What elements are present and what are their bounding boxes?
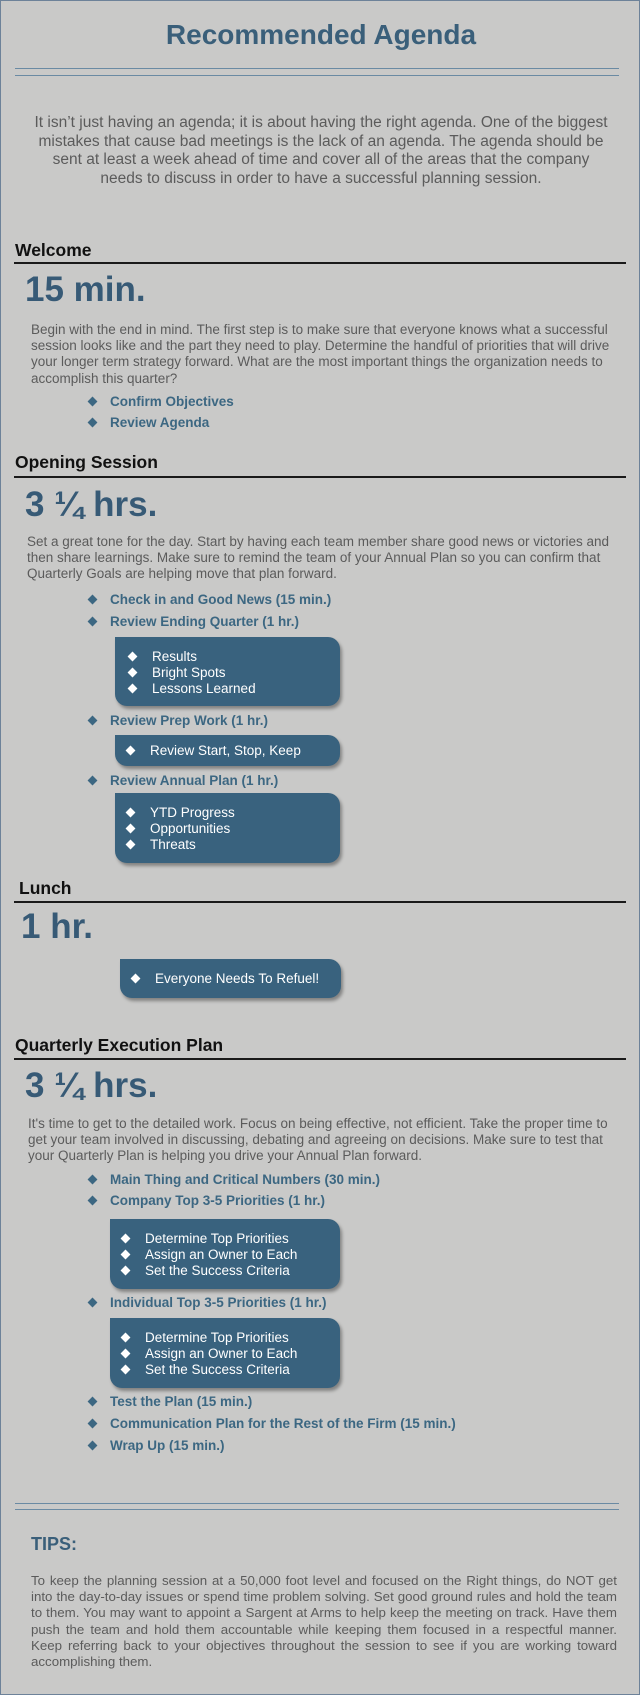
bullet-label: Confirm Objectives xyxy=(110,394,234,409)
individual-priorities-detail-box xyxy=(110,1318,340,1388)
bullet-label: Review Agenda xyxy=(110,415,210,430)
box-item: Assign an Owner to Each xyxy=(122,1346,297,1361)
opening-bullet xyxy=(89,614,299,629)
diamond-bullet-icon xyxy=(88,595,98,605)
opening-bullet xyxy=(89,592,331,607)
qep-rule xyxy=(14,1058,626,1060)
bullet-label: Wrap Up (15 min.) xyxy=(110,1438,225,1453)
lunch-duration: 1 hr. xyxy=(21,907,93,946)
box-item: Determine Top Priorities xyxy=(122,1231,289,1246)
welcome-heading: Welcome xyxy=(15,240,92,260)
welcome-rule xyxy=(14,262,626,264)
title-divider-top xyxy=(15,68,619,69)
opening-bullet xyxy=(89,773,278,788)
prep-work-detail-box xyxy=(115,735,340,766)
lunch-heading: Lunch xyxy=(19,878,72,898)
company-priorities-detail-box xyxy=(110,1219,340,1289)
white-diamond-bullet-icon xyxy=(126,808,136,818)
diamond-bullet-icon xyxy=(88,716,98,726)
annual-plan-detail-box xyxy=(115,793,340,863)
diamond-bullet-icon xyxy=(88,1175,98,1185)
lunch-detail-box xyxy=(120,959,341,998)
box-item: Opportunities xyxy=(127,821,230,836)
white-diamond-bullet-icon xyxy=(128,668,138,678)
qep-duration: 3 ¼ hrs. xyxy=(25,1066,158,1105)
opening-heading: Opening Session xyxy=(15,452,158,472)
qep-bullet xyxy=(89,1193,325,1208)
diamond-bullet-icon xyxy=(88,617,98,627)
bullet-label: Check in and Good News (15 min.) xyxy=(110,592,332,607)
qep-bullet xyxy=(89,1438,225,1453)
box-item: YTD Progress xyxy=(127,805,235,820)
box-item: Set the Success Criteria xyxy=(122,1263,290,1278)
tips-title: TIPS: xyxy=(31,1534,78,1554)
box-item: Bright Spots xyxy=(129,665,226,680)
welcome-duration: 15 min. xyxy=(25,270,146,309)
tips-divider-bottom xyxy=(15,1509,619,1510)
opening-duration: 3 ¼ hrs. xyxy=(25,485,158,524)
diamond-bullet-icon xyxy=(88,1397,98,1407)
bullet-label: Main Thing and Critical Numbers (30 min.) xyxy=(110,1172,381,1187)
diamond-bullet-icon xyxy=(88,1196,98,1206)
box-item: Results xyxy=(129,649,197,664)
white-diamond-bullet-icon xyxy=(128,652,138,662)
box-item: Lessons Learned xyxy=(129,681,256,696)
box-item: Everyone Needs To Refuel! xyxy=(132,971,319,986)
white-diamond-bullet-icon xyxy=(121,1234,131,1244)
qep-heading: Quarterly Execution Plan xyxy=(15,1035,224,1055)
welcome-bullet xyxy=(89,415,209,430)
white-diamond-bullet-icon xyxy=(121,1250,131,1260)
bullet-label: Review Annual Plan (1 hr.) xyxy=(110,773,279,788)
diamond-bullet-icon xyxy=(88,776,98,786)
box-item: Determine Top Priorities xyxy=(122,1330,289,1345)
tips-divider-top xyxy=(15,1503,619,1504)
bullet-label: Review Ending Quarter (1 hr.) xyxy=(110,614,300,629)
white-diamond-bullet-icon xyxy=(131,974,141,984)
white-diamond-bullet-icon xyxy=(121,1349,131,1359)
bullet-label: Company Top 3-5 Priorities (1 hr.) xyxy=(110,1193,326,1208)
qep-bullet xyxy=(89,1394,252,1409)
white-diamond-bullet-icon xyxy=(126,746,136,756)
diamond-bullet-icon xyxy=(88,397,98,407)
welcome-description: Begin with the end in mind. The first step is to make sure that everyone knows what a successful session looks like and the part they need to play. Determine the handful of priorities that will drive your longer term strategy forward. What are the most important things the organization needs to accomplish this quarter? xyxy=(31,322,610,386)
qep-description: It's time to get to the detailed work. Focus on being effective, not efficient. Take the proper time to get your team involved in discussing, debating and agreeing on decisions. Make sure to test that your Quarterly Plan is helping you drive your Annual Plan forward. xyxy=(28,1116,608,1164)
page-title: Recommended Agenda xyxy=(165,19,477,50)
diamond-bullet-icon xyxy=(88,1298,98,1308)
qep-bullet xyxy=(89,1172,380,1187)
diamond-bullet-icon xyxy=(88,418,98,428)
welcome-bullet xyxy=(89,394,234,409)
diamond-bullet-icon xyxy=(88,1419,98,1429)
white-diamond-bullet-icon xyxy=(121,1266,131,1276)
box-item: Threats xyxy=(127,837,196,852)
white-diamond-bullet-icon xyxy=(128,684,138,694)
white-diamond-bullet-icon xyxy=(126,840,136,850)
white-diamond-bullet-icon xyxy=(121,1333,131,1343)
title-divider-bottom xyxy=(15,75,619,76)
white-diamond-bullet-icon xyxy=(126,824,136,834)
opening-description: Set a great tone for the day. Start by having each team member share good news or victories and then share learnings. Make sure to remind the team of your Annual Plan so you can confirm that Quarterly Goals are helping move that plan forward. xyxy=(27,534,610,582)
bullet-label: Test the Plan (15 min.) xyxy=(110,1394,253,1409)
tips-paragraph: To keep the planning session at a 50,000 foot level and focused on the Right things, do NOT get into the day-to-day issues or spend time problem solving. Set good ground rules and hold the team to them. You may want to appoint a Sargent at Arms to help keep the meeting on track. Have them push the team and hold them accountable while keeping them focused in a respectful manner. Keep referring back to your objectives throughout the session to see if you are working toward accomplishing them. xyxy=(31,1573,617,1670)
bullet-label: Communication Plan for the Rest of the Firm (15 min.) xyxy=(110,1416,456,1431)
box-item: Set the Success Criteria xyxy=(122,1362,290,1377)
qep-bullet xyxy=(89,1416,456,1431)
opening-rule xyxy=(14,476,626,478)
opening-bullet xyxy=(89,713,268,728)
intro-paragraph: It isn’t just having an agenda; it is about having the right agenda. One of the biggest mistakes that cause bad meetings is the lack of an agenda. The agenda should be sent at least a week ahead of time and cover all of the areas that the company needs to discuss in order to have a successful planning session. xyxy=(34,114,608,187)
diamond-bullet-icon xyxy=(88,1441,98,1451)
white-diamond-bullet-icon xyxy=(121,1365,131,1375)
bullet-label: Individual Top 3-5 Priorities (1 hr.) xyxy=(110,1295,327,1310)
box-item: Review Start, Stop, Keep xyxy=(127,743,301,758)
ending-quarter-detail-box xyxy=(115,637,340,706)
lunch-rule xyxy=(14,901,626,903)
box-item: Assign an Owner to Each xyxy=(122,1247,297,1262)
bullet-label: Review Prep Work (1 hr.) xyxy=(110,713,269,728)
qep-bullet xyxy=(89,1295,327,1310)
